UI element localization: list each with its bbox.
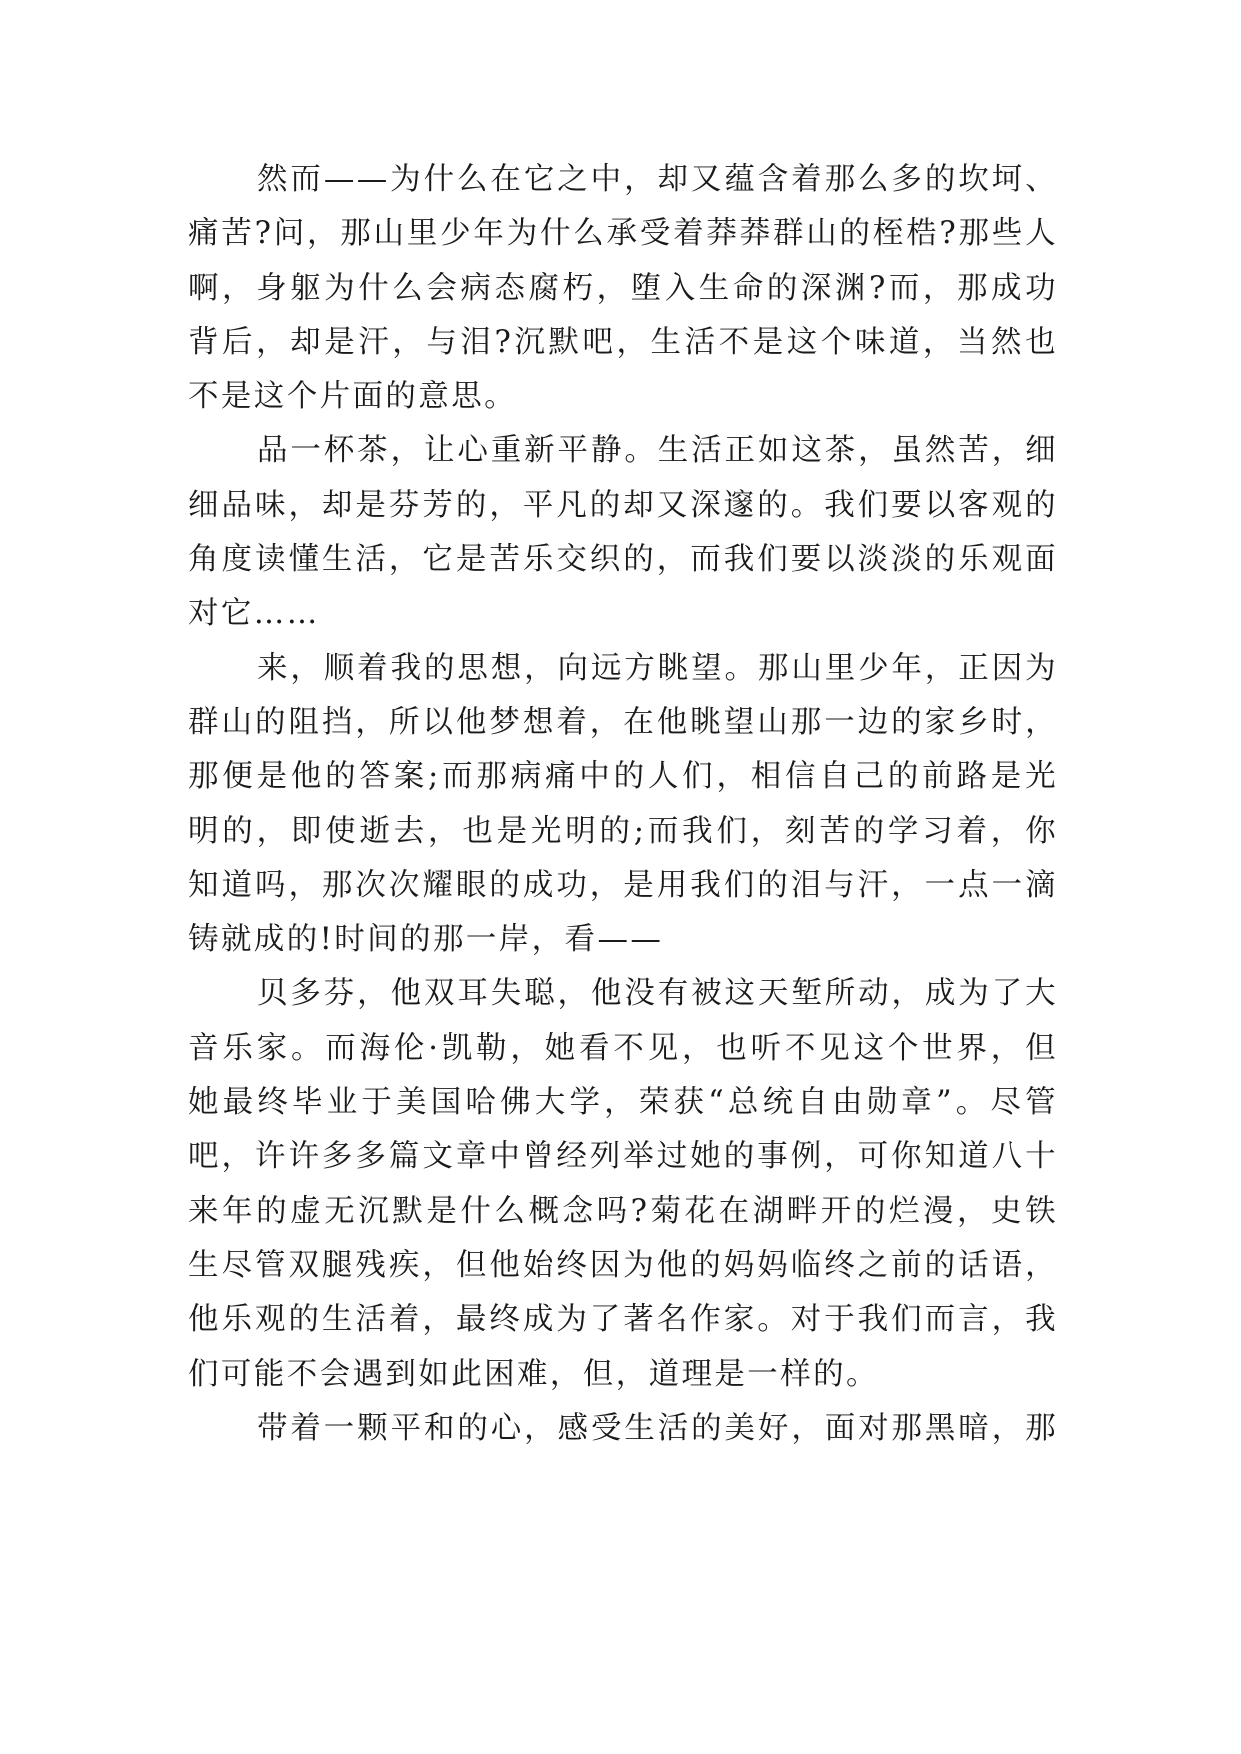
paragraph-5-line-1: 带着一颗平和的心，感受生活的美好，面对那黑暗，那 [257, 1410, 1058, 1446]
paragraph-4-line-6: 生尽管双腿残疾，但他始终因为他的妈妈临终之前的话语， [188, 1247, 1058, 1283]
paragraph-3-line-1: 来，顺着我的思想，向远方眺望。那山里少年，正因为 [257, 650, 1058, 686]
paragraph-4-line-5: 来年的虚无沉默是什么概念吗?菊花在湖畔开的烂漫，史铁 [188, 1193, 1058, 1229]
paragraph-3-line-4: 明的，即使逝去，也是光明的;而我们，刻苦的学习着，你 [188, 813, 1058, 849]
paragraph-3-line-2: 群山的阻挡，所以他梦想着，在他眺望山那一边的家乡时， [188, 704, 1058, 740]
paragraph-4-line-8: 们可能不会遇到如此困难，但，道理是一样的。 [188, 1356, 879, 1392]
paragraph-1-line-1: 然而——为什么在它之中，却又蕴含着那么多的坎坷、 [257, 162, 1058, 197]
paragraph-1-line-5: 不是这个片面的意思。 [188, 379, 517, 415]
paragraph-2-line-2: 细品味，却是芬芳的，平凡的却又深邃的。我们要以客观的 [188, 487, 1058, 523]
paragraph-1-line-3: 啊，身躯为什么会病态腐朽，堕入生命的深渊?而，那成功 [188, 270, 1058, 306]
paragraph-4-line-2: 音乐家。而海伦·凯勒，她看不见，也听不见这个世界，但 [188, 1030, 1058, 1066]
paragraph-2-line-4: 对它…… [188, 596, 320, 632]
paragraph-2-line-1: 品一杯茶，让心重新平静。生活正如这茶，虽然苦，细 [257, 433, 1058, 469]
paragraph-3-line-5: 知道吗，那次次耀眼的成功，是用我们的泪与汗，一点一滴 [188, 867, 1058, 903]
paragraph-4-line-1: 贝多芬，他双耳失聪，他没有被这天堑所动，成为了大 [257, 976, 1058, 1012]
paragraph-2-line-3: 角度读懂生活，它是苦乐交织的，而我们要以淡淡的乐观面 [188, 542, 1058, 578]
document-body [188, 153, 1058, 1456]
paragraph-4-line-4: 吧，许许多多篇文章中曾经列举过她的事例，可你知道八十 [188, 1139, 1058, 1175]
paragraph-4-line-3: 她最终毕业于美国哈佛大学，荣获“总统自由勋章”。尽管 [188, 1085, 1058, 1121]
paragraph-4-line-7: 他乐观的生活着，最终成为了著名作家。对于我们而言，我 [188, 1302, 1058, 1338]
paragraph-3-line-6: 铸就成的!时间的那一岸，看—— [188, 922, 664, 958]
paragraph-1-line-4: 背后，却是汗，与泪?沉默吧，生活不是这个味道，当然也 [188, 324, 1058, 360]
paragraph-1-line-2: 痛苦?问，那山里少年为什么承受着莽莽群山的桎梏?那些人 [188, 216, 1058, 252]
paragraph-3-line-3: 那便是他的答案;而那病痛中的人们，相信自己的前路是光 [188, 759, 1058, 795]
